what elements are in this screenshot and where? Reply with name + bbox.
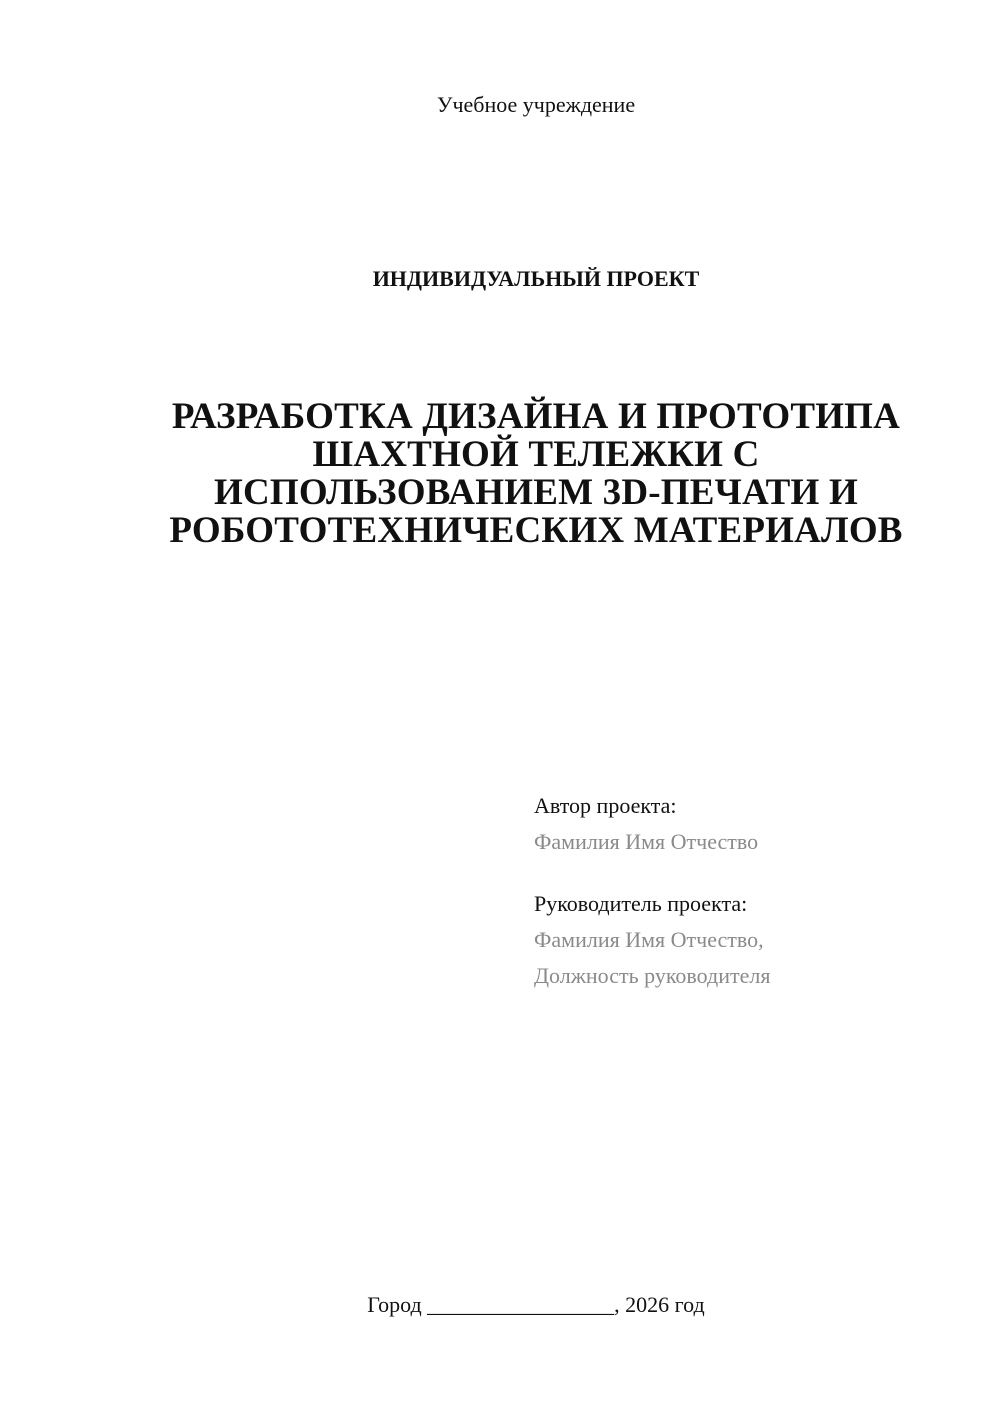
supervisor-position: Должность руководителя: [534, 963, 771, 988]
project-title-line: ШАХТНОЙ ТЕЛЕЖКИ С: [312, 434, 760, 475]
author-name: Фамилия Имя Отчество: [534, 829, 759, 854]
project-title-line: ИСПОЛЬЗОВАНИЕМ 3D-ПЕЧАТИ И: [214, 472, 858, 513]
project-info-block: [534, 788, 954, 994]
supervisor-label: Руководитель проекта:: [534, 891, 748, 916]
city-year-footer: Город _________________, 2026 год: [367, 1292, 705, 1317]
project-title: [150, 398, 922, 550]
project-title-line: РОБОТОТЕХНИЧЕСКИХ МАТЕРИАЛОВ: [169, 510, 903, 551]
project-type-heading: ИНДИВИДУАЛЬНЫЙ ПРОЕКТ: [372, 266, 700, 291]
institution-name: Учебное учреждение: [436, 92, 636, 117]
info-spacer: [534, 860, 954, 886]
supervisor-name: Фамилия Имя Отчество,: [534, 927, 764, 952]
author-label: Автор проекта:: [534, 793, 677, 818]
project-title-line: РАЗРАБОТКА ДИЗАЙНА И ПРОТОТИПА: [171, 396, 901, 437]
